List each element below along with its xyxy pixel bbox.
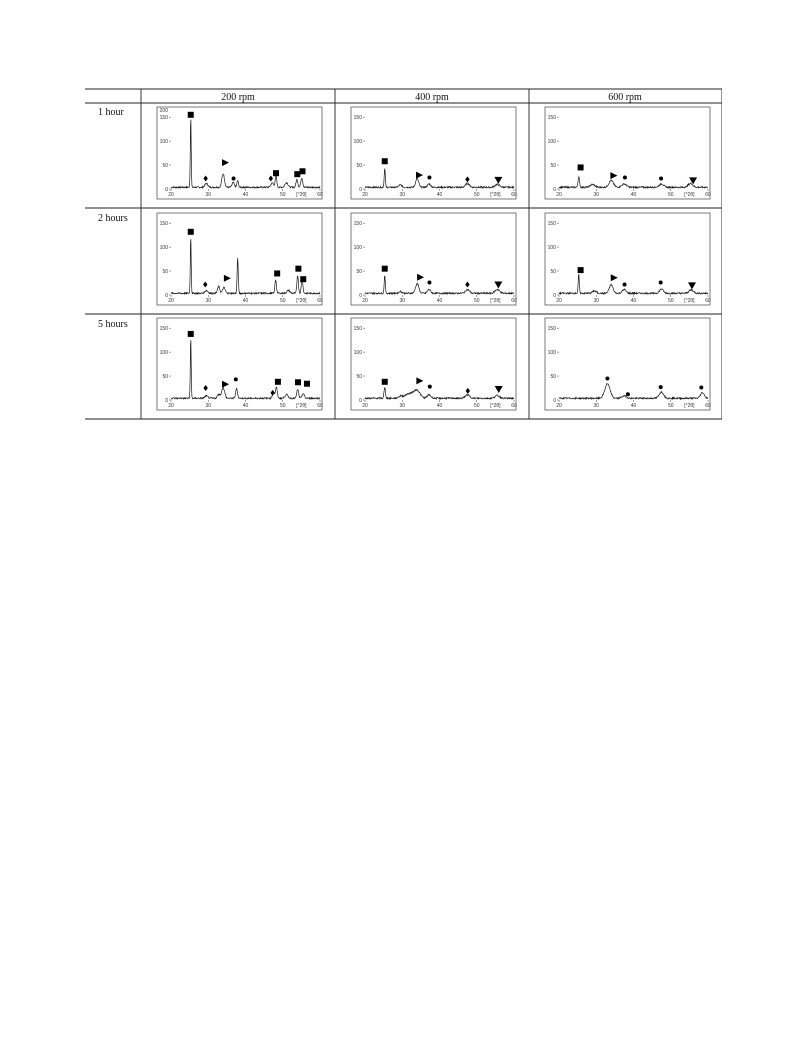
xrd-panel-0-0 (157, 107, 323, 199)
x-tick-label: 50 (279, 298, 286, 304)
y-tick-label: 0 (165, 397, 168, 404)
x-tick-label: 40 (242, 298, 249, 304)
circle-marker (659, 176, 663, 180)
y-tick-label: 0 (359, 186, 362, 193)
xrd-panel-2-1 (351, 318, 517, 410)
square-marker (382, 379, 388, 385)
x-tick-label: 30 (593, 403, 600, 409)
row-label-2hours: 2 hours (98, 213, 128, 224)
y-tick-label: 0 (553, 292, 556, 299)
row-label-1hour: 1 hour (98, 107, 124, 118)
circle-marker (659, 385, 663, 389)
x-unit-label: [°2θ] (490, 403, 501, 409)
x-tick-label: 40 (630, 298, 637, 304)
y-tick-label: 150 (159, 325, 168, 332)
y-tick-label: 100 (353, 349, 362, 356)
y-tick-label: 100 (353, 244, 362, 251)
y-tick-label: 150 (547, 220, 556, 227)
y-tick-label: 50 (550, 373, 556, 380)
column-header-400rpm: 400 rpm (415, 92, 449, 103)
x-unit-label: [°2θ] (684, 298, 695, 304)
y-tick-label: 150 (547, 114, 556, 121)
column-header-200rpm: 200 rpm (221, 92, 255, 103)
xrd-panel-0-2 (545, 107, 711, 199)
circle-marker (626, 392, 630, 396)
y-tick-label: 150 (353, 325, 362, 332)
y-tick-label: 100 (159, 244, 168, 251)
y-tick-label: 150 (159, 220, 168, 227)
x-tick-label: 40 (630, 192, 637, 198)
y-tick-label: 0 (553, 186, 556, 193)
square-marker (188, 229, 194, 235)
row-label-5hours: 5 hours (98, 319, 128, 330)
x-tick-label: 30 (399, 298, 406, 304)
plot-frame (157, 107, 322, 199)
square-marker (382, 158, 388, 164)
x-tick-label: 20 (362, 192, 368, 198)
circle-marker (428, 385, 432, 389)
plot-frame (351, 213, 516, 305)
circle-marker (234, 377, 238, 381)
y-tick-label: 50 (356, 373, 362, 380)
y-tick-label: 100 (353, 138, 362, 145)
circle-marker (699, 386, 703, 390)
x-tick-label: 40 (242, 403, 249, 409)
y-tick-label: 100 (159, 349, 168, 356)
x-tick-label: 50 (667, 403, 674, 409)
x-tick-label: 60 (705, 192, 711, 198)
x-tick-label: 60 (317, 298, 323, 304)
x-tick-label: 30 (593, 298, 600, 304)
y-tick-label: 150 (353, 114, 362, 121)
x-tick-label: 60 (705, 403, 711, 409)
y-tick-label: 50 (356, 162, 362, 169)
x-tick-label: 50 (279, 192, 286, 198)
x-tick-label: 60 (511, 298, 517, 304)
xrd-panel-0-1 (351, 107, 517, 199)
y-tick-label: 0 (165, 292, 168, 299)
x-tick-label: 30 (399, 403, 406, 409)
y-tick-label: 50 (550, 268, 556, 275)
circle-marker (232, 176, 236, 180)
xrd-panel-1-0 (157, 213, 323, 305)
x-tick-label: 60 (511, 192, 517, 198)
y-tick-label: 0 (165, 186, 168, 193)
x-tick-label: 60 (705, 298, 711, 304)
square-marker (273, 170, 279, 176)
plot-frame (157, 213, 322, 305)
x-unit-label: [°2θ] (490, 298, 501, 304)
xrd-panel-1-1 (351, 213, 517, 305)
y-tick-label: 100 (159, 138, 168, 145)
square-marker (295, 379, 301, 385)
xrd-panel-2-0 (157, 318, 323, 410)
xrd-panel-2-2 (545, 318, 711, 410)
x-tick-label: 30 (205, 298, 212, 304)
square-marker (188, 112, 194, 118)
square-marker (295, 266, 301, 272)
square-marker (382, 266, 388, 272)
x-tick-label: 20 (362, 298, 368, 304)
x-tick-label: 60 (317, 192, 323, 198)
square-marker (188, 331, 194, 337)
x-unit-label: [°2θ] (684, 403, 695, 409)
y-tick-label: 150 (547, 325, 556, 332)
y-tick-label: 50 (550, 162, 556, 169)
x-tick-label: 30 (205, 192, 212, 198)
y-tick-label: 100 (547, 244, 556, 251)
x-tick-label: 50 (473, 192, 480, 198)
circle-marker (659, 281, 663, 285)
x-tick-label: 30 (399, 192, 406, 198)
circle-marker (623, 176, 627, 180)
x-tick-label: 20 (168, 192, 174, 198)
x-tick-label: 40 (630, 403, 637, 409)
xrd-panels (157, 107, 711, 410)
x-tick-label: 30 (593, 192, 600, 198)
x-tick-label: 50 (279, 403, 286, 409)
x-tick-label: 30 (205, 403, 212, 409)
x-tick-label: 20 (556, 298, 562, 304)
plot-frame (157, 318, 322, 410)
circle-marker (427, 176, 431, 180)
x-tick-label: 50 (473, 298, 480, 304)
x-unit-label: [°2θ] (490, 192, 501, 198)
y-tick-label: 100 (547, 138, 556, 145)
y-top-label: 200 (159, 108, 168, 114)
circle-marker (605, 376, 609, 380)
x-unit-label: [°2θ] (296, 298, 307, 304)
plot-frame (545, 213, 710, 305)
y-tick-label: 50 (162, 162, 168, 169)
square-marker (578, 267, 584, 273)
y-tick-label: 50 (162, 373, 168, 380)
x-tick-label: 60 (317, 403, 323, 409)
x-tick-label: 40 (436, 192, 443, 198)
x-tick-label: 50 (667, 192, 674, 198)
square-marker (304, 381, 310, 387)
y-tick-label: 100 (547, 349, 556, 356)
circle-marker (427, 281, 431, 285)
x-tick-label: 20 (168, 403, 174, 409)
plot-frame (351, 318, 516, 410)
square-marker (578, 164, 584, 170)
x-tick-label: 50 (473, 403, 480, 409)
circle-marker (623, 282, 627, 286)
x-tick-label: 40 (436, 298, 443, 304)
x-tick-label: 20 (556, 403, 562, 409)
y-tick-label: 50 (162, 268, 168, 275)
y-tick-label: 150 (353, 220, 362, 227)
x-tick-label: 20 (556, 192, 562, 198)
x-unit-label: [°2θ] (296, 192, 307, 198)
y-tick-label: 50 (356, 268, 362, 275)
plot-frame (545, 107, 710, 199)
y-tick-label: 150 (159, 114, 168, 121)
x-unit-label: [°2θ] (296, 403, 307, 409)
x-tick-label: 20 (362, 403, 368, 409)
x-tick-label: 40 (242, 192, 249, 198)
x-unit-label: [°2θ] (684, 192, 695, 198)
square-marker (275, 379, 281, 385)
square-marker (299, 168, 305, 174)
column-header-600rpm: 600 rpm (608, 92, 642, 103)
square-marker (300, 276, 306, 282)
square-marker (294, 171, 300, 177)
x-tick-label: 40 (436, 403, 443, 409)
y-tick-label: 0 (359, 397, 362, 404)
xrd-panel-1-2 (545, 213, 711, 305)
x-tick-label: 60 (511, 403, 517, 409)
y-tick-label: 0 (553, 397, 556, 404)
x-tick-label: 50 (667, 298, 674, 304)
plot-frame (351, 107, 516, 199)
x-tick-label: 20 (168, 298, 174, 304)
square-marker (274, 270, 280, 276)
y-tick-label: 0 (359, 292, 362, 299)
xrd-panel-grid (85, 88, 722, 420)
